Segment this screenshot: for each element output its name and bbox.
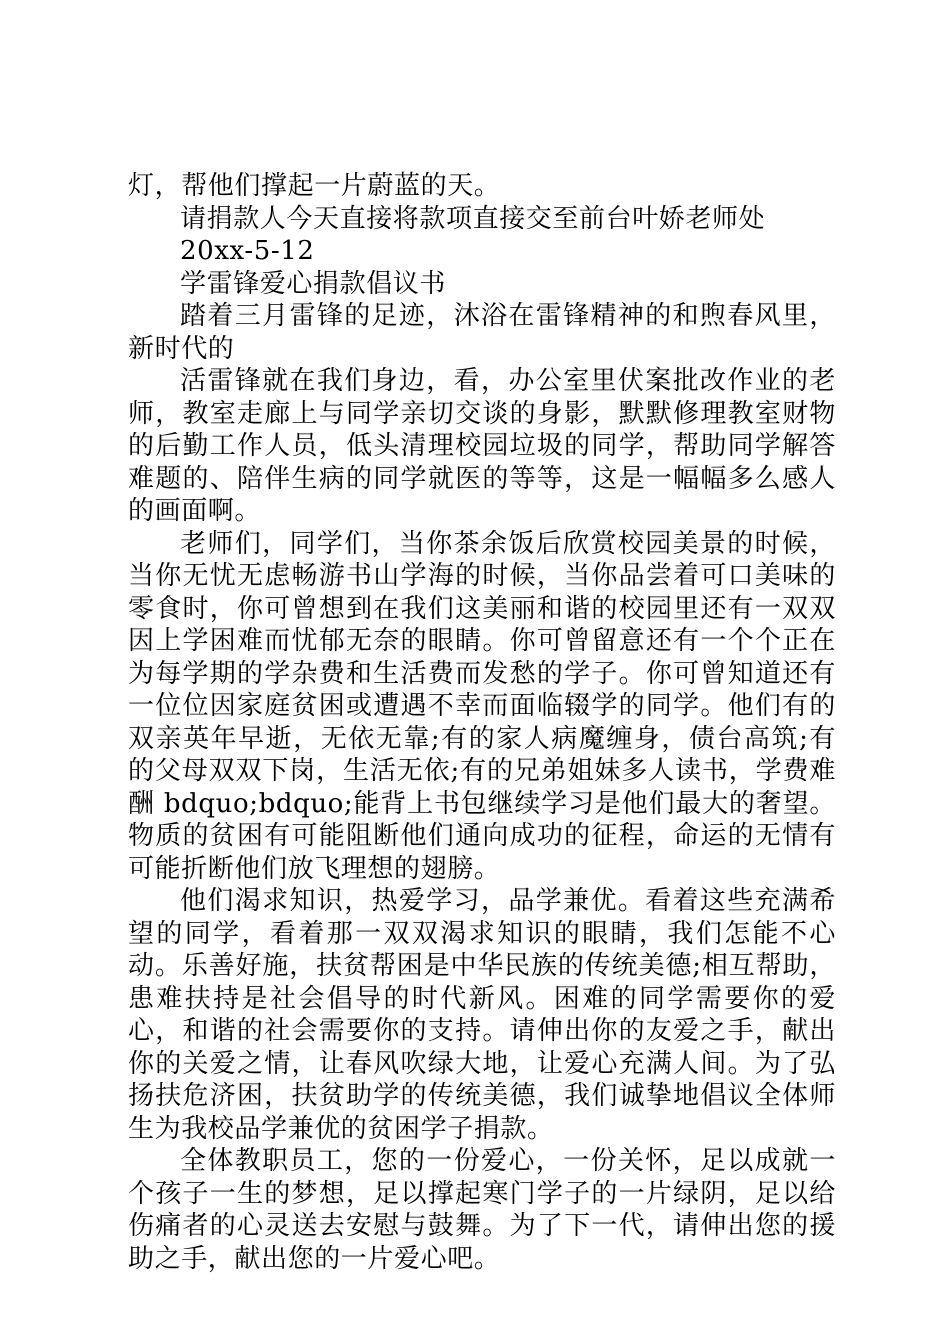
donation-instruction: 请捐款人今天直接将款项直接交至前台叶娇老师处 [180, 203, 766, 234]
document-date: 20xx-5-12 [180, 236, 315, 266]
paragraph-3: 老师们，同学们，当你茶余饭后欣赏校园美景的时候，当你无忧无虑畅游书山学海的时候，当你品尝着可口美味的零食时，你可曾想到在我们这美丽和谐的校园里还有一双双因上学困难而忧郁无奈的眼睛。你可曾留意还有一个个正在为每学期的学杂费和生活费而发愁的学子。你可曾知道还有一位位因家庭贫困或遭遇不幸而面临辍学的同学。他们有的双亲英年早逝，无依无靠;有的家人病魔缠身，债台高筑;有的父母双双下岗，生活无依;有的兄弟姐妹多人读书，学费难酬 bdquo;bdquo;能背上书包继续学习是他们最大的奢望。物质的贫困有可能阻断他们通向成功的征程，命运的无情有可能折断他们放飞理想的翅膀。 [128, 528, 836, 884]
paragraph-1: 踏着三月雷锋的足迹，沐浴在雷锋精神的和煦春风里，新时代的 [128, 301, 836, 364]
paragraph-4: 他们渴求知识，热爱学习，品学兼优。看着这些充满希望的同学，看着那一双双渴求知识的眼睛，我们怎能不心动。乐善好施，扶贫帮困是中华民族的传统美德;相互帮助，患难扶持是社会倡导的时代新风。困难的同学需要你的爱心，和谐的社会需要你的支持。请伸出你的友爱之手，献出你的关爱之情，让春风吹绿大地，让爱心充满人间。为了弘扬扶危济困，扶贫助学的传统美德，我们诚挚地倡议全体师生为我校品学兼优的贫困学子捐款。 [128, 886, 836, 1144]
paragraph-2: 活雷锋就在我们身边，看，办公室里伏案批改作业的老师，教室走廊上与同学亲切交谈的身影，默默修理教室财物的后勤工作人员，低头清理校园垃圾的同学，帮助同学解答难题的、陪伴生病的同学就医的等等，这是一幅幅多么感人的画面啊。 [128, 366, 836, 526]
document-body [128, 170, 836, 1275]
continued-line: 灯，帮他们撑起一片蔚蓝的天。 [128, 171, 501, 201]
paragraph-5: 全体教职员工，您的一份爱心，一份关怀，足以成就一个孩子一生的梦想，足以撑起寒门学子的一片绿阴，足以给伤痛者的心灵送去安慰与鼓舞。为了下一代，请伸出您的援助之手，献出您的一片爱心吧。 [128, 1146, 836, 1274]
document-title: 学雷锋爱心捐款倡议书 [180, 268, 447, 299]
